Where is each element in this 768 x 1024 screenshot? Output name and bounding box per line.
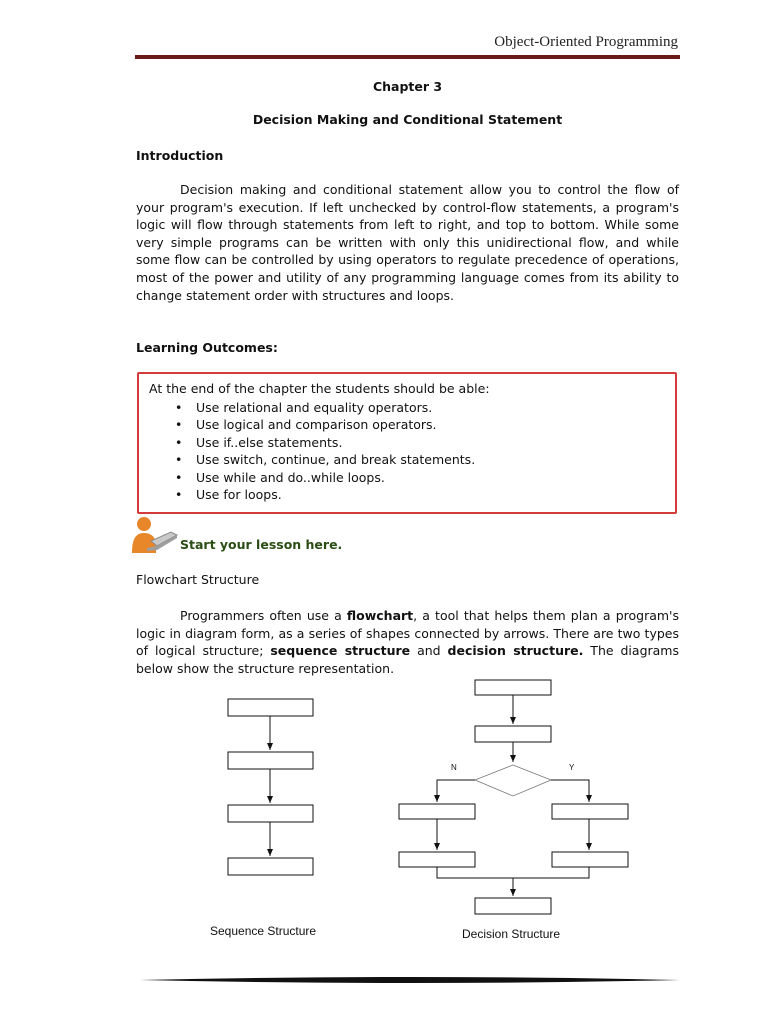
list-item — [175, 486, 475, 503]
decision-structure-term: decision structure. — [447, 643, 584, 659]
outcome-text: Use logical and comparison operators. — [196, 417, 437, 433]
process-box — [552, 852, 628, 867]
list-item — [175, 469, 475, 486]
process-box — [475, 680, 551, 695]
introduction-paragraph — [136, 181, 679, 304]
merge-connector — [437, 867, 589, 878]
flowchart-text-1: Programmers often use a — [180, 608, 347, 623]
bullet-icon: • — [175, 400, 183, 415]
process-box — [475, 898, 551, 914]
bullet-icon: • — [175, 487, 183, 503]
process-box — [228, 805, 313, 822]
outcome-text: Use switch, continue, and break statements. — [196, 452, 476, 468]
introduction-heading: Introduction — [136, 148, 224, 163]
sequence-structure-caption: Sequence Structure — [210, 924, 317, 938]
flowchart-heading: Flowchart Structure — [136, 572, 260, 587]
no-branch-label: N — [451, 763, 457, 772]
process-box — [228, 858, 313, 875]
chapter-title: Decision Making and Conditional Statement — [252, 112, 563, 127]
header-rule — [135, 55, 680, 59]
outcome-text: Use relational and equality operators. — [196, 400, 433, 415]
bullet-icon: • — [175, 434, 183, 450]
flowchart-paragraph — [136, 607, 679, 677]
flowchart-text-4: The diagrams below show the structure representation. — [136, 643, 679, 676]
footer-rule — [140, 974, 680, 986]
outcome-text: Use if..else statements. — [196, 434, 343, 450]
bullet-icon: • — [175, 469, 183, 485]
list-item — [175, 434, 475, 451]
flowchart-text-2: , a tool that helps them plan a program's logic in diagram form, as a series of shapes connected by arrows. There are two types of logical structure; — [136, 608, 680, 659]
flowchart-text-3: and — [410, 643, 448, 659]
decision-diamond — [475, 765, 551, 796]
list-item — [175, 399, 475, 416]
decision-structure-caption: Decision Structure — [462, 927, 561, 941]
outcome-text: Use for loops. — [196, 487, 282, 503]
learning-outcomes-box — [137, 372, 677, 514]
no-branch-connector — [437, 780, 475, 802]
process-box — [475, 726, 551, 742]
flowchart-term: flowchart — [346, 608, 414, 623]
yes-branch-label: Y — [569, 763, 575, 772]
bullet-icon: • — [175, 452, 183, 468]
outcomes-list — [175, 399, 475, 503]
process-box — [399, 852, 475, 867]
process-box — [228, 752, 313, 769]
yes-branch-connector — [551, 780, 589, 802]
chapter-number: Chapter 3 — [372, 79, 443, 94]
list-item — [175, 416, 475, 433]
sequence-structure-term: sequence structure — [270, 643, 411, 659]
outcomes-intro: At the end of the chapter the students should be able: — [149, 381, 490, 396]
learning-outcomes-heading: Learning Outcomes: — [136, 340, 278, 355]
student-laptop-icon — [131, 515, 179, 557]
process-box — [399, 804, 475, 819]
introduction-text: Decision making and conditional statement allow you to control the flow of your program's execution. If left unchecked by control-flow statements, a program's logic will flow through statements from left to right, and top to bottom. While some very simple programs can be written with only this unidirectional flow, and while some flow can be controlled by using operators to regulate precedence of operations, most of the power and utility of any programming language comes from its ability to change statement order with structures and loops. — [136, 182, 679, 303]
start-lesson-text: Start your lesson here. — [180, 537, 343, 552]
process-box — [228, 699, 313, 716]
list-item — [175, 451, 475, 468]
outcome-text: Use while and do..while loops. — [196, 469, 385, 485]
process-box — [552, 804, 628, 819]
page-header-title: Object-Oriented Programming — [494, 34, 678, 50]
bullet-icon: • — [175, 417, 183, 433]
